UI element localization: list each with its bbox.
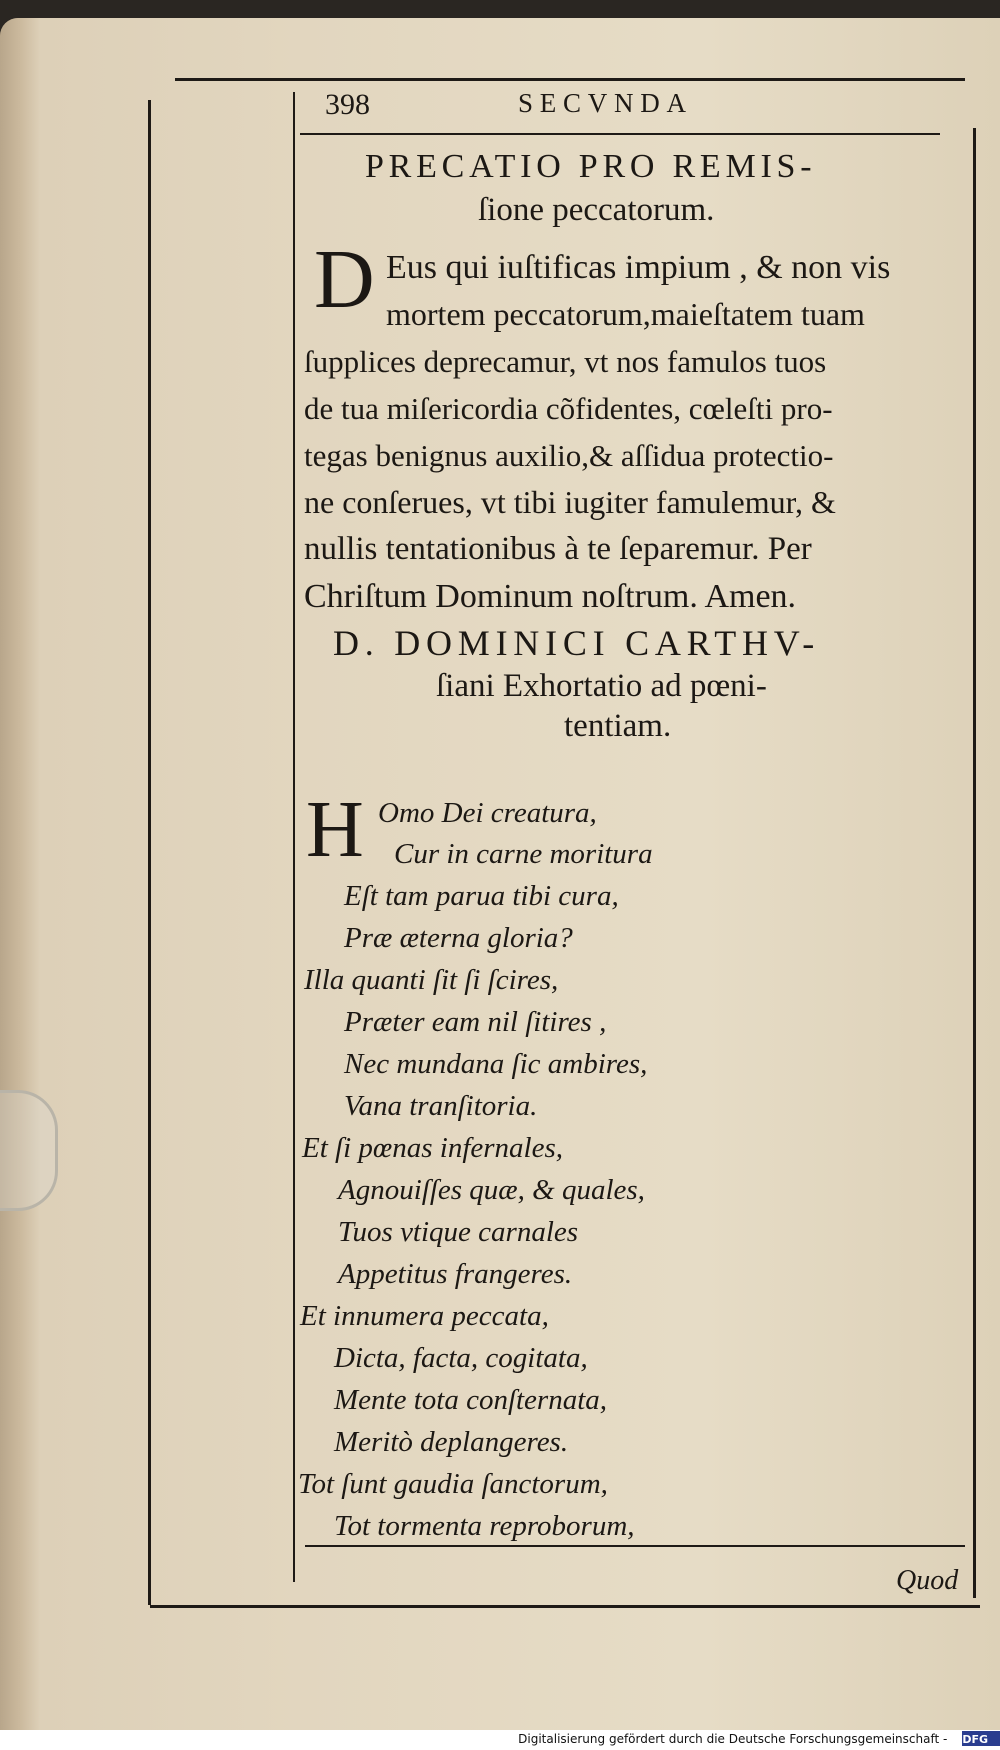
verse-line: Appetitus frangeres.	[338, 1258, 573, 1290]
verse-line: Omo Dei creatura,	[378, 797, 597, 829]
outer-left-rule	[148, 100, 151, 1605]
prayer-line: de tua miſericordia cõfidentes, cœleſti pro-	[304, 391, 833, 426]
prayer-drop-cap: D	[314, 233, 375, 326]
verse-line: Tuos vtique carnales	[338, 1216, 579, 1248]
verse-line: Agnouiſſes quæ, & quales,	[338, 1174, 645, 1206]
verse-line: Tot tormenta reproborum,	[334, 1510, 635, 1542]
verse-line: Meritò deplangeres.	[334, 1426, 569, 1458]
prayer-line: ſupplices deprecamur, vt nos famulos tuos	[304, 344, 827, 379]
catchword: Quod	[896, 1565, 959, 1596]
exhortation-title-line1: D. DOMINICI CARTHV-	[333, 623, 820, 663]
top-rule	[175, 78, 965, 81]
digitization-footer	[0, 1730, 1000, 1750]
footer-text: Digitalisierung gefördert durch die Deutsche Forschungsgemeinschaft -	[518, 1732, 948, 1746]
prayer-title-line1: PRECATIO PRO REMIS-	[365, 148, 817, 185]
page-clip	[0, 1090, 58, 1211]
verse-line: Præter eam nil ſitires ,	[344, 1006, 607, 1038]
verse-line: Præ æterna gloria?	[344, 922, 573, 954]
running-title: SECVNDA	[518, 88, 693, 118]
exhortation-title-line3: tentiam.	[564, 708, 672, 744]
prayer-line: nullis tentationibus à te ſeparemur. Per	[304, 531, 812, 567]
exhortation-title-line2: ſiani Exhortatio ad pœni-	[436, 668, 767, 704]
bottom-inner-rule	[305, 1545, 965, 1547]
verse-line: Eſt tam parua tibi cura,	[344, 880, 619, 912]
verse-line: Mente tota conſternata,	[334, 1384, 608, 1416]
verse-line: Nec mundana ſic ambires,	[344, 1048, 648, 1080]
inner-left-rule	[293, 92, 295, 1582]
bottom-outer-rule	[150, 1605, 980, 1608]
prayer-line: mortem peccatorum,maieſtatem tuam	[386, 296, 865, 332]
page-number: 398	[325, 88, 370, 121]
header-rule	[300, 133, 940, 135]
verse-line: Cur in carne moritura	[394, 838, 653, 870]
verse-line: Et ſi pœnas infernales,	[302, 1132, 563, 1164]
dfg-logo: DFG	[962, 1731, 1000, 1746]
verse-drop-cap: H	[306, 786, 364, 874]
verse-line: Vana tranſitoria.	[344, 1090, 538, 1122]
prayer-line: tegas benignus auxilio,& aſſidua protectio-	[304, 438, 834, 473]
verse-line: Tot ſunt gaudia ſanctorum,	[298, 1468, 608, 1500]
verse-line: Dicta, facta, cogitata,	[334, 1342, 588, 1374]
prayer-title-line2: ſione peccatorum.	[478, 192, 715, 228]
prayer-line: Chriſtum Dominum noſtrum. Amen.	[304, 578, 797, 615]
verse-line: Et innumera peccata,	[300, 1300, 549, 1332]
verse-line: Illa quanti ſit ſi ſcires,	[304, 964, 559, 996]
prayer-line: ne conſerues, vt tibi iugiter famulemur, &	[304, 484, 836, 520]
prayer-line: Eus qui iuſtificas impium , & non vis	[386, 249, 891, 286]
right-rule	[973, 128, 976, 1598]
